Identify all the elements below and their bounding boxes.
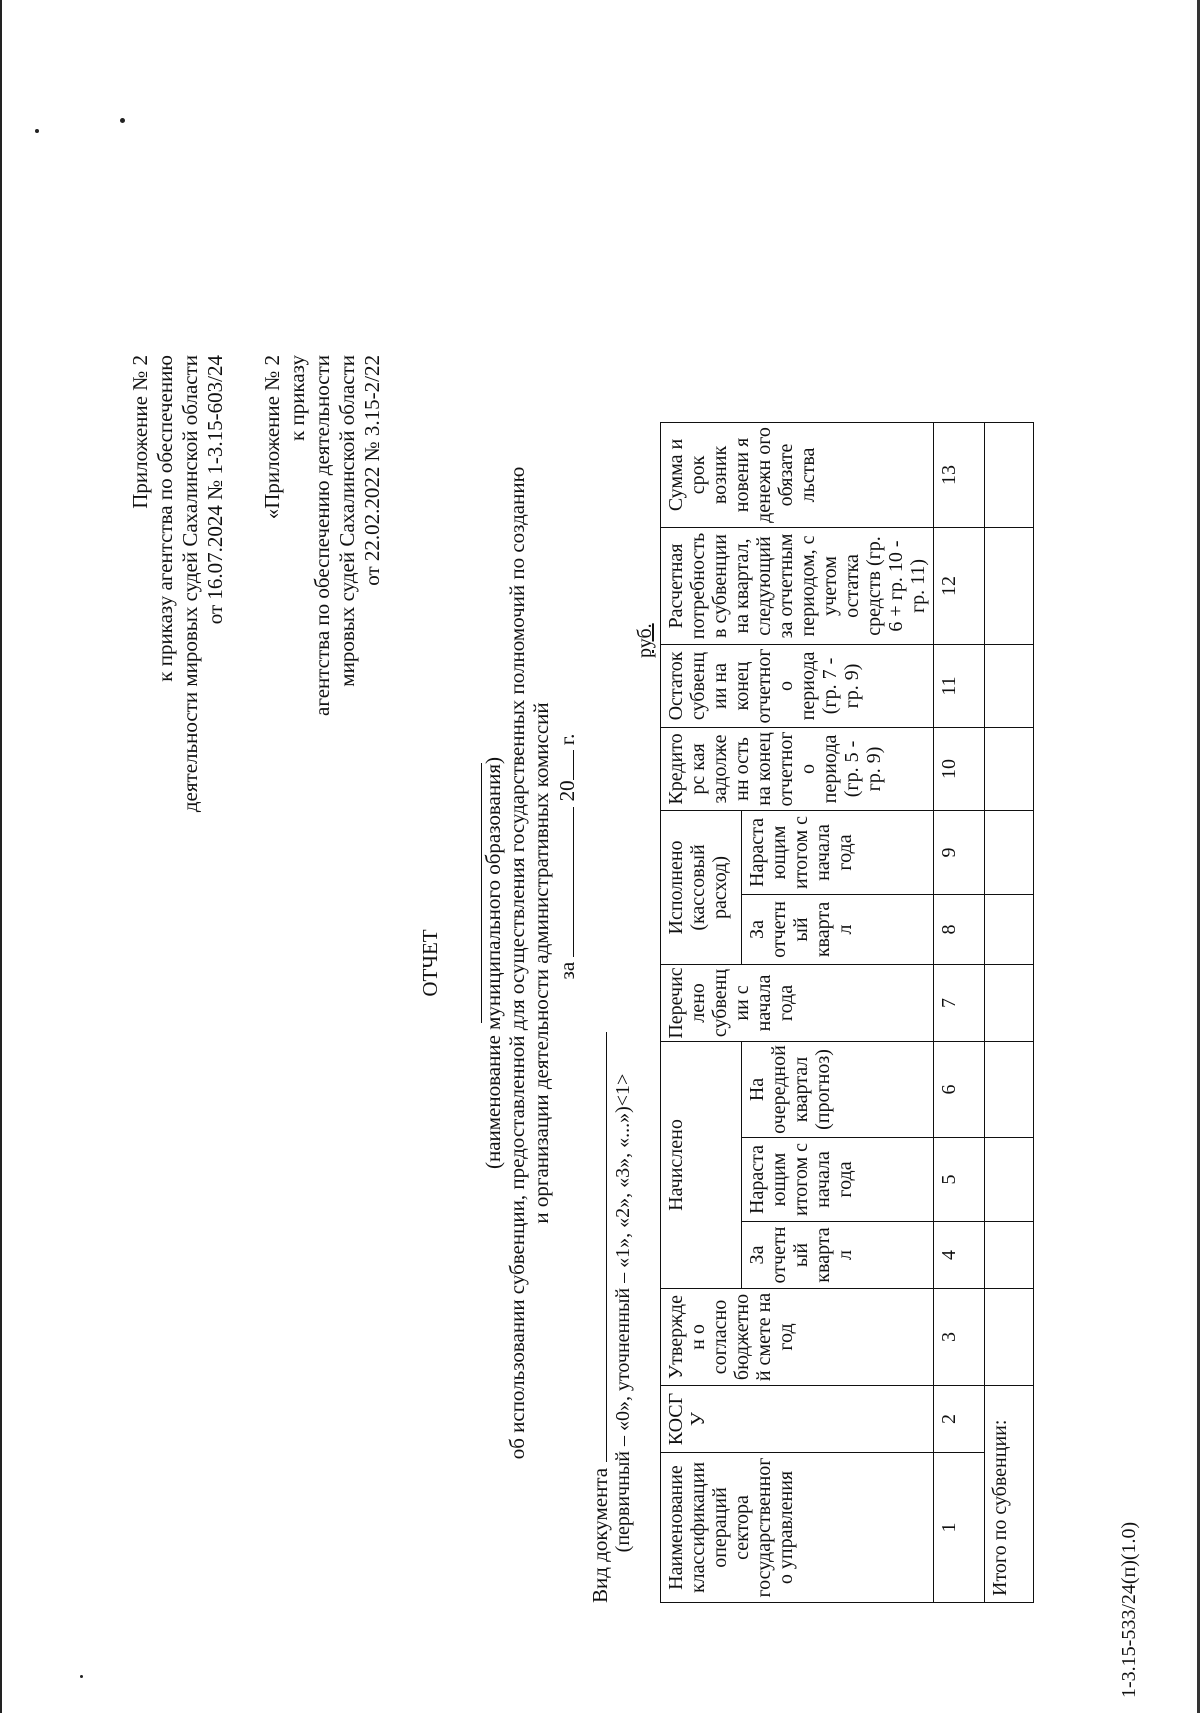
header-group-cell: Исполнено (кассовый расход) [661, 810, 742, 964]
scan-speck [120, 118, 125, 123]
total-cell [985, 1289, 1034, 1386]
document-type [588, 1032, 612, 1603]
appendix-line: к приказу [285, 355, 309, 441]
header-cell: Утвержден о согласно бюджетной смете на год [661, 1289, 934, 1386]
report-period [555, 0, 580, 1713]
appendix-line: агентства по обеспечению деятельности [310, 355, 334, 716]
total-cell [985, 527, 1034, 644]
doc-type-blank [606, 1032, 607, 1462]
header-cell: Сумма и срок возник новени я денежн ого обязате льства [661, 422, 934, 527]
total-cell [985, 727, 1034, 810]
column-number: 5 [934, 1138, 985, 1222]
column-number: 7 [934, 964, 985, 1041]
total-cell [985, 1138, 1034, 1222]
period-year: 20 [555, 780, 579, 802]
appendix-line: «Приложение № 2 [260, 355, 284, 520]
appendix-line: мировых судей Сахалинской области [335, 355, 359, 687]
header-group-cell: Начислено [661, 1041, 742, 1288]
column-number: 11 [934, 644, 985, 727]
header-cell: Нараста ющим итогом с начала года [741, 810, 933, 894]
appendix-line: от 16.07.2024 № 1-3.15-603/24 [203, 355, 227, 625]
total-cell [985, 1222, 1034, 1289]
footer-document-code: 1-3.15-533/24(п)(1.0) [1118, 1521, 1140, 1698]
appendix-line: от 22.02.2022 № 3.15-2/22 [360, 355, 384, 586]
column-number: 10 [934, 727, 985, 810]
header-cell: За отчетн ый квартал [741, 1222, 933, 1289]
total-row [985, 422, 1034, 1602]
total-cell [985, 964, 1034, 1041]
appendix-block-current [128, 355, 228, 812]
header-cell: КОСГУ [661, 1386, 934, 1453]
column-number: 6 [934, 1041, 985, 1137]
header-cell: Расчетная потребность в субвенции на квартал, следующий за отчетным периодом, с учетом остатка средств (гр. 6 + гр. 10 - гр. 11) [661, 527, 934, 644]
period-blank [573, 807, 574, 957]
purpose-line: об использовании субвенции, предоставленной для осуществления государственных полномочий по созданию [505, 466, 529, 1460]
appendix-line: Приложение № 2 [128, 355, 152, 509]
scan-speck [80, 1675, 83, 1678]
appendix-line: деятельности мировых судей Сахалинской области [178, 355, 202, 813]
currency-label: руб. [634, 623, 656, 658]
header-cell: За отчетн ый квартал [741, 894, 933, 964]
header-cell: Наименование классификации операций сектора государственного управления [661, 1453, 934, 1603]
scan-speck [35, 129, 39, 133]
doc-type-label: Вид документа [588, 1467, 612, 1603]
total-cell [985, 894, 1034, 964]
column-number: 1 [934, 1453, 985, 1603]
table-header-row [661, 422, 742, 1602]
purpose-line: и организации деятельности административных комиссий [529, 702, 553, 1224]
total-cell [985, 644, 1034, 727]
header-cell: Кредиторс кая задолженн ость на конец отчетного периода (гр. 5 - гр. 9) [661, 727, 934, 810]
appendix-block-previous [260, 355, 385, 716]
appendix-line: к приказу агентства по обеспечению [153, 355, 177, 682]
total-label: Итого по субвенции: [985, 1386, 1034, 1603]
doc-type-caption: (первичный – «0», уточненный – «1», «2», «3», «...»)<1> [612, 1073, 634, 1553]
column-number: 8 [934, 894, 985, 964]
header-cell: Перечис лено субвенц ии с начала года [661, 964, 934, 1041]
report-purpose [505, 413, 553, 1513]
column-number: 13 [934, 422, 985, 527]
header-cell: На очередной квартал (прогноз) [741, 1041, 933, 1137]
total-cell [985, 422, 1034, 527]
header-cell: Нараста ющим итогом с начала года [741, 1138, 933, 1222]
header-cell: Остаток субвенции на конец отчетного периода (гр. 7 - гр. 9) [661, 644, 934, 727]
column-number: 9 [934, 810, 985, 894]
column-number-row [934, 422, 985, 1602]
total-cell [985, 1041, 1034, 1137]
municipality-caption: (наименование муниципального образования) [481, 756, 505, 1170]
period-prefix: за [555, 961, 579, 980]
total-cell [985, 810, 1034, 894]
column-number: 4 [934, 1222, 985, 1289]
period-suffix: г. [555, 733, 579, 746]
report-title: ОТЧЕТ [418, 929, 442, 997]
year-blank [573, 750, 574, 780]
scan-edge [0, 0, 2, 1713]
column-number: 12 [934, 527, 985, 644]
report-table [660, 422, 1034, 1603]
column-number: 2 [934, 1386, 985, 1453]
column-number: 3 [934, 1289, 985, 1386]
